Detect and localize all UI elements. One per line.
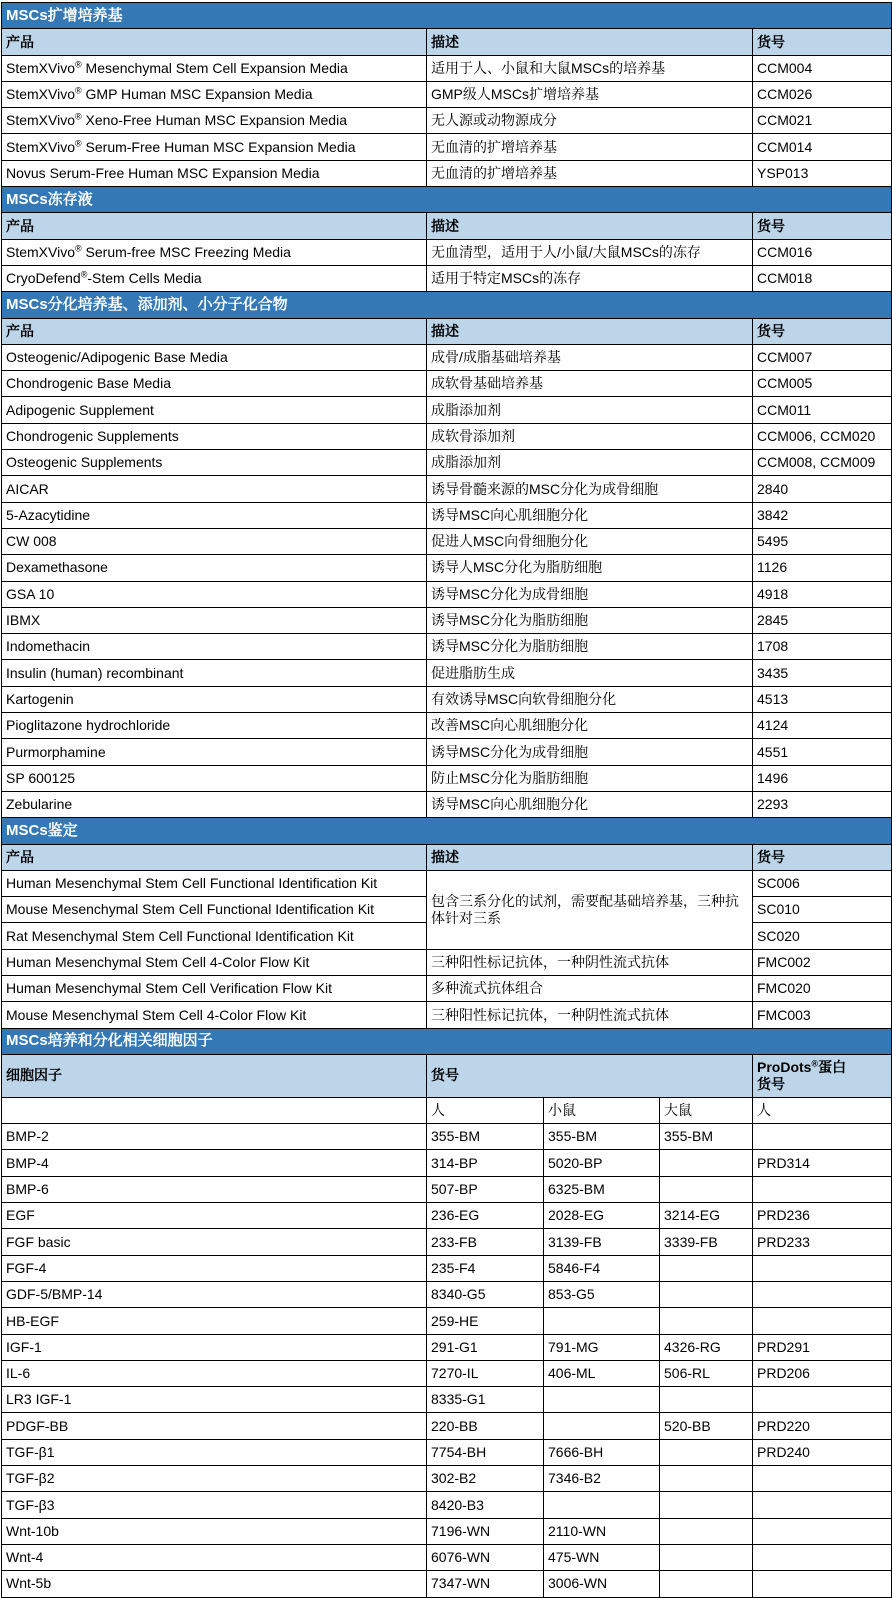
section-title: MSCs分化培养基、添加剂、小分子化合物 <box>2 292 892 318</box>
cytokine-cell: GDF-5/BMP-14 <box>2 1281 427 1307</box>
column-header-prodots: ProDots®蛋白 货号 <box>753 1054 892 1097</box>
description-cell: 成脂添加剂 <box>427 450 753 476</box>
section-title: MSCs培养和分化相关细胞因子 <box>2 1028 892 1054</box>
table-row <box>2 1387 892 1413</box>
prodots-catalog-cell: PRD291 <box>753 1334 892 1360</box>
description-cell: 无血清型，适用于人/小鼠/大鼠MSCs的冻存 <box>427 239 753 265</box>
product-cell: StemXVivo® GMP Human MSC Expansion Media <box>2 81 427 107</box>
catalog-cell: SC010 <box>753 897 892 923</box>
prodots-catalog-cell: PRD314 <box>753 1150 892 1176</box>
column-header-description: 描述 <box>427 318 753 344</box>
table-row <box>2 739 892 765</box>
description-cell: 诱导MSC分化为成骨细胞 <box>427 581 753 607</box>
cytokine-cell: EGF <box>2 1203 427 1229</box>
catalog-cell: 2840 <box>753 476 892 502</box>
product-cell: SP 600125 <box>2 765 427 791</box>
prodots-catalog-cell <box>753 1255 892 1281</box>
description-cell: 适用于特定MSCs的冻存 <box>427 265 753 291</box>
catalog-rat-cell: 3214-EG <box>660 1203 753 1229</box>
table-row <box>2 423 892 449</box>
table-row <box>2 555 892 581</box>
catalog-mouse-cell: 7346-B2 <box>544 1466 660 1492</box>
column-header-description: 描述 <box>427 844 753 870</box>
description-cell: 防止MSC分化为脂肪细胞 <box>427 765 753 791</box>
table-row <box>2 1466 892 1492</box>
table-row <box>2 502 892 528</box>
catalog-cell: CCM018 <box>753 265 892 291</box>
section-title: MSCs鉴定 <box>2 818 892 844</box>
catalog-human-cell: 235-F4 <box>427 1255 544 1281</box>
table-row <box>2 160 892 186</box>
catalog-cell: 1708 <box>753 634 892 660</box>
product-cell: Indomethacin <box>2 634 427 660</box>
table-row <box>2 1360 892 1386</box>
section-title: MSCs扩增培养基 <box>2 3 892 29</box>
prodots-catalog-cell: PRD220 <box>753 1413 892 1439</box>
table-row <box>2 870 892 896</box>
prodots-catalog-cell: PRD206 <box>753 1360 892 1386</box>
catalog-mouse-cell: 853-G5 <box>544 1281 660 1307</box>
product-cell: Chondrogenic Supplements <box>2 423 427 449</box>
prodots-catalog-cell <box>753 1387 892 1413</box>
table-row <box>2 1492 892 1518</box>
table-row <box>2 397 892 423</box>
catalog-cell: 1496 <box>753 765 892 791</box>
species-header-empty <box>2 1097 427 1123</box>
column-header-catalog: 货号 <box>753 844 892 870</box>
table-row <box>2 239 892 265</box>
catalog-human-cell: 314-BP <box>427 1150 544 1176</box>
catalog-human-cell: 6076-WN <box>427 1544 544 1570</box>
catalog-cell: 3435 <box>753 660 892 686</box>
species-header-row <box>2 1097 892 1123</box>
catalog-cell: CCM006, CCM020 <box>753 423 892 449</box>
catalog-rat-cell: 506-RL <box>660 1360 753 1386</box>
catalog-rat-cell: 355-BM <box>660 1124 753 1150</box>
catalog-rat-cell <box>660 1544 753 1570</box>
catalog-mouse-cell: 5846-F4 <box>544 1255 660 1281</box>
catalog-human-cell: 236-EG <box>427 1203 544 1229</box>
catalog-rat-cell <box>660 1571 753 1597</box>
catalog-mouse-cell: 475-WN <box>544 1544 660 1570</box>
column-header-product: 产品 <box>2 213 427 239</box>
catalog-cell: 2845 <box>753 607 892 633</box>
species-header-mouse: 小鼠 <box>544 1097 660 1123</box>
description-cell: 三种阳性标记抗体，一种阴性流式抗体 <box>427 1002 753 1028</box>
catalog-mouse-cell <box>544 1308 660 1334</box>
cytokine-cell: Wnt-10b <box>2 1518 427 1544</box>
prodots-catalog-cell <box>753 1176 892 1202</box>
cytokine-cell: PDGF-BB <box>2 1413 427 1439</box>
product-cell: CryoDefend®-Stem Cells Media <box>2 265 427 291</box>
product-catalog-table <box>1 2 892 1598</box>
description-cell: 包含三系分化的试剂，需要配基础培养基，三种抗体针对三系 <box>427 870 753 949</box>
catalog-rat-cell: 520-BB <box>660 1413 753 1439</box>
table-row <box>2 265 892 291</box>
product-cell: Insulin (human) recombinant <box>2 660 427 686</box>
description-cell: 诱导MSC分化为成骨细胞 <box>427 739 753 765</box>
catalog-human-cell: 355-BM <box>427 1124 544 1150</box>
catalog-cell: FMC002 <box>753 949 892 975</box>
catalog-rat-cell <box>660 1387 753 1413</box>
cytokine-cell: IL-6 <box>2 1360 427 1386</box>
catalog-rat-cell: 3339-FB <box>660 1229 753 1255</box>
table-row <box>2 108 892 134</box>
table-row <box>2 686 892 712</box>
cytokine-cell: BMP-2 <box>2 1124 427 1150</box>
description-cell: 诱导MSC向心肌细胞分化 <box>427 502 753 528</box>
table-row <box>2 660 892 686</box>
product-cell: StemXVivo® Serum-free MSC Freezing Media <box>2 239 427 265</box>
prodots-catalog-cell: PRD240 <box>753 1439 892 1465</box>
catalog-mouse-cell <box>544 1387 660 1413</box>
section-title: MSCs冻存液 <box>2 187 892 213</box>
table-row <box>2 450 892 476</box>
catalog-rat-cell <box>660 1308 753 1334</box>
product-cell: StemXVivo® Mesenchymal Stem Cell Expansion Media <box>2 55 427 81</box>
catalog-rat-cell <box>660 1281 753 1307</box>
catalog-mouse-cell <box>544 1492 660 1518</box>
table-row <box>2 791 892 817</box>
catalog-human-cell: 291-G1 <box>427 1334 544 1360</box>
description-cell: 无血清的扩增培养基 <box>427 134 753 160</box>
column-header-product: 产品 <box>2 844 427 870</box>
catalog-cell: FMC003 <box>753 1002 892 1028</box>
catalog-cell: CCM008, CCM009 <box>753 450 892 476</box>
product-cell: Osteogenic/Adipogenic Base Media <box>2 344 427 370</box>
table-row <box>2 1176 892 1202</box>
description-cell: 促进人MSC向骨细胞分化 <box>427 528 753 554</box>
catalog-cell: CCM004 <box>753 55 892 81</box>
description-cell: 诱导MSC分化为脂肪细胞 <box>427 607 753 633</box>
description-cell: 诱导骨髓来源的MSC分化为成骨细胞 <box>427 476 753 502</box>
table-row <box>2 1334 892 1360</box>
catalog-cell: 3842 <box>753 502 892 528</box>
table-row <box>2 949 892 975</box>
product-cell: Adipogenic Supplement <box>2 397 427 423</box>
catalog-human-cell: 7347-WN <box>427 1571 544 1597</box>
table-row <box>2 1544 892 1570</box>
catalog-cell: 4918 <box>753 581 892 607</box>
description-cell: 成骨/成脂基础培养基 <box>427 344 753 370</box>
table-row <box>2 1124 892 1150</box>
column-header-product: 产品 <box>2 29 427 55</box>
catalog-rat-cell: 4326-RG <box>660 1334 753 1360</box>
table-row <box>2 1439 892 1465</box>
product-cell: Human Mesenchymal Stem Cell Functional Identification Kit <box>2 870 427 896</box>
description-cell: 改善MSC向心肌细胞分化 <box>427 713 753 739</box>
catalog-mouse-cell: 791-MG <box>544 1334 660 1360</box>
product-cell: Chondrogenic Base Media <box>2 371 427 397</box>
description-cell: GMP级人MSCs扩增培养基 <box>427 81 753 107</box>
table-row <box>2 134 892 160</box>
cytokine-cell: HB-EGF <box>2 1308 427 1334</box>
catalog-rat-cell <box>660 1466 753 1492</box>
column-header-description: 描述 <box>427 29 753 55</box>
table-row <box>2 1150 892 1176</box>
product-cell: Zebularine <box>2 791 427 817</box>
table-row <box>2 1203 892 1229</box>
catalog-human-cell: 8335-G1 <box>427 1387 544 1413</box>
catalog-human-cell: 7270-IL <box>427 1360 544 1386</box>
table-row <box>2 634 892 660</box>
catalog-cell: CCM026 <box>753 81 892 107</box>
column-header-product: 产品 <box>2 318 427 344</box>
table-row <box>2 344 892 370</box>
catalog-mouse-cell: 355-BM <box>544 1124 660 1150</box>
catalog-rat-cell <box>660 1176 753 1202</box>
catalog-human-cell: 7196-WN <box>427 1518 544 1544</box>
catalog-mouse-cell: 5020-BP <box>544 1150 660 1176</box>
description-cell: 多种流式抗体组合 <box>427 975 753 1001</box>
catalog-human-cell: 7754-BH <box>427 1439 544 1465</box>
species-header-rat: 大鼠 <box>660 1097 753 1123</box>
cytokine-cell: Wnt-5b <box>2 1571 427 1597</box>
description-cell: 诱导MSC分化为脂肪细胞 <box>427 634 753 660</box>
catalog-cell: CCM014 <box>753 134 892 160</box>
table-row <box>2 1002 892 1028</box>
catalog-cell: CCM011 <box>753 397 892 423</box>
product-cell: StemXVivo® Serum-Free Human MSC Expansion Media <box>2 134 427 160</box>
product-cell: IBMX <box>2 607 427 633</box>
description-cell: 促进脂肪生成 <box>427 660 753 686</box>
catalog-rat-cell <box>660 1492 753 1518</box>
table-row <box>2 1255 892 1281</box>
product-cell: Mouse Mesenchymal Stem Cell 4-Color Flow Kit <box>2 1002 427 1028</box>
column-header-catalog: 货号 <box>427 1054 753 1097</box>
prodots-catalog-cell <box>753 1492 892 1518</box>
table-row <box>2 1308 892 1334</box>
product-cell: Mouse Mesenchymal Stem Cell Functional Identification Kit <box>2 897 427 923</box>
catalog-mouse-cell: 2110-WN <box>544 1518 660 1544</box>
catalog-rat-cell <box>660 1439 753 1465</box>
catalog-rat-cell <box>660 1150 753 1176</box>
table-row <box>2 1518 892 1544</box>
catalog-human-cell: 233-FB <box>427 1229 544 1255</box>
prodots-catalog-cell <box>753 1571 892 1597</box>
description-cell: 有效诱导MSC向软骨细胞分化 <box>427 686 753 712</box>
table-row <box>2 1413 892 1439</box>
catalog-mouse-cell: 406-ML <box>544 1360 660 1386</box>
catalog-mouse-cell: 7666-BH <box>544 1439 660 1465</box>
cytokine-cell: BMP-6 <box>2 1176 427 1202</box>
catalog-cell: 4551 <box>753 739 892 765</box>
description-cell: 诱导MSC向心肌细胞分化 <box>427 791 753 817</box>
column-header-catalog: 货号 <box>753 29 892 55</box>
product-cell: 5-Azacytidine <box>2 502 427 528</box>
cytokine-cell: Wnt-4 <box>2 1544 427 1570</box>
prodots-catalog-cell <box>753 1124 892 1150</box>
catalog-mouse-cell: 6325-BM <box>544 1176 660 1202</box>
catalog-mouse-cell <box>544 1413 660 1439</box>
prodots-catalog-cell <box>753 1518 892 1544</box>
description-cell: 诱导人MSC分化为脂肪细胞 <box>427 555 753 581</box>
cytokine-cell: IGF-1 <box>2 1334 427 1360</box>
catalog-rat-cell <box>660 1255 753 1281</box>
cytokine-cell: FGF-4 <box>2 1255 427 1281</box>
description-cell: 成软骨基础培养基 <box>427 371 753 397</box>
prodots-catalog-cell <box>753 1466 892 1492</box>
prodots-catalog-cell <box>753 1281 892 1307</box>
description-cell: 无人源或动物源成分 <box>427 108 753 134</box>
catalog-cell: 2293 <box>753 791 892 817</box>
table-row <box>2 975 892 1001</box>
catalog-cell: SC006 <box>753 870 892 896</box>
species-header-prodots-human: 人 <box>753 1097 892 1123</box>
cytokine-cell: TGF-β2 <box>2 1466 427 1492</box>
catalog-cell: FMC020 <box>753 975 892 1001</box>
catalog-cell: 1126 <box>753 555 892 581</box>
product-cell: CW 008 <box>2 528 427 554</box>
catalog-cell: CCM016 <box>753 239 892 265</box>
prodots-catalog-cell: PRD236 <box>753 1203 892 1229</box>
catalog-cell: 5495 <box>753 528 892 554</box>
catalog-mouse-cell: 3006-WN <box>544 1571 660 1597</box>
description-cell: 成脂添加剂 <box>427 397 753 423</box>
table-row <box>2 55 892 81</box>
cytokine-cell: BMP-4 <box>2 1150 427 1176</box>
table-row <box>2 765 892 791</box>
cytokine-cell: TGF-β1 <box>2 1439 427 1465</box>
product-cell: GSA 10 <box>2 581 427 607</box>
product-cell: Osteogenic Supplements <box>2 450 427 476</box>
column-header-cytokine: 细胞因子 <box>2 1054 427 1097</box>
prodots-catalog-cell <box>753 1544 892 1570</box>
table-row <box>2 81 892 107</box>
table-row <box>2 1229 892 1255</box>
product-cell: Novus Serum-Free Human MSC Expansion Media <box>2 160 427 186</box>
product-cell: Human Mesenchymal Stem Cell Verification Flow Kit <box>2 975 427 1001</box>
table-row <box>2 371 892 397</box>
description-cell: 成软骨添加剂 <box>427 423 753 449</box>
product-cell: Human Mesenchymal Stem Cell 4-Color Flow Kit <box>2 949 427 975</box>
description-cell: 适用于人、小鼠和大鼠MSCs的培养基 <box>427 55 753 81</box>
catalog-human-cell: 8340-G5 <box>427 1281 544 1307</box>
catalog-human-cell: 220-BB <box>427 1413 544 1439</box>
table-row <box>2 607 892 633</box>
product-cell: Rat Mesenchymal Stem Cell Functional Identification Kit <box>2 923 427 949</box>
table-row <box>2 581 892 607</box>
product-cell: Purmorphamine <box>2 739 427 765</box>
catalog-cell: SC020 <box>753 923 892 949</box>
product-cell: AICAR <box>2 476 427 502</box>
column-header-description: 描述 <box>427 213 753 239</box>
catalog-human-cell: 507-BP <box>427 1176 544 1202</box>
catalog-rat-cell <box>660 1518 753 1544</box>
catalog-mouse-cell: 2028-EG <box>544 1203 660 1229</box>
product-cell: StemXVivo® Xeno-Free Human MSC Expansion Media <box>2 108 427 134</box>
product-cell: Kartogenin <box>2 686 427 712</box>
catalog-cell: YSP013 <box>753 160 892 186</box>
column-header-catalog: 货号 <box>753 318 892 344</box>
product-cell: Dexamethasone <box>2 555 427 581</box>
table-row <box>2 713 892 739</box>
catalog-human-cell: 8420-B3 <box>427 1492 544 1518</box>
column-header-catalog: 货号 <box>753 213 892 239</box>
catalog-cell: CCM005 <box>753 371 892 397</box>
catalog-cell: 4124 <box>753 713 892 739</box>
table-row <box>2 1281 892 1307</box>
cytokine-cell: LR3 IGF-1 <box>2 1387 427 1413</box>
catalog-cell: CCM007 <box>753 344 892 370</box>
catalog-human-cell: 302-B2 <box>427 1466 544 1492</box>
catalog-cell: CCM021 <box>753 108 892 134</box>
table-row <box>2 1571 892 1597</box>
catalog-mouse-cell: 3139-FB <box>544 1229 660 1255</box>
catalog-cell: 4513 <box>753 686 892 712</box>
description-cell: 三种阳性标记抗体，一种阴性流式抗体 <box>427 949 753 975</box>
prodots-catalog-cell <box>753 1308 892 1334</box>
description-cell: 无血清的扩增培养基 <box>427 160 753 186</box>
cytokine-cell: FGF basic <box>2 1229 427 1255</box>
species-header-human: 人 <box>427 1097 544 1123</box>
cytokine-cell: TGF-β3 <box>2 1492 427 1518</box>
product-cell: Pioglitazone hydrochloride <box>2 713 427 739</box>
prodots-catalog-cell: PRD233 <box>753 1229 892 1255</box>
table-row <box>2 476 892 502</box>
table-row <box>2 528 892 554</box>
catalog-human-cell: 259-HE <box>427 1308 544 1334</box>
